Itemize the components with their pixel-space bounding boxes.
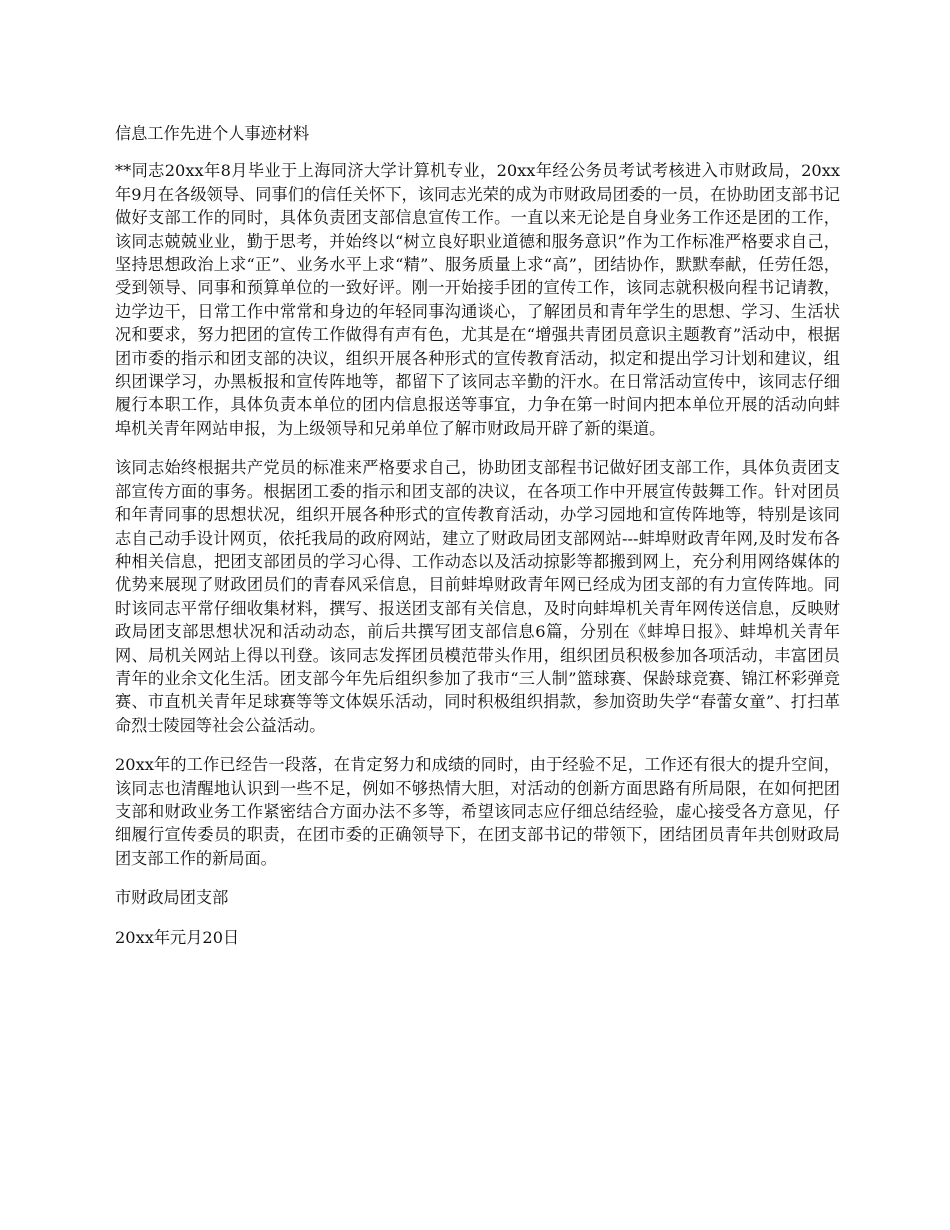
body-paragraph-3: 20xx年的工作已经告一段落，在肯定努力和成绩的同时，由于经验不足，工作还有很大的提升空间，该同志也清醒地认识到一些不足，例如不够热情大胆，对活动的创新方面思路有所局限，在如何把团支部和财政业务工作紧密结合方面办法不多等，希望该同志应仔细总结经验，虚心接受各方意见，仔细履行宣传委员的职责，在团市委的正确领导下，在团支部书记的带领下，团结团员青年共创财政局团支部工作的新局面。	[115, 755, 840, 868]
document-page	[115, 122, 840, 965]
body-paragraph-1: **同志20xx年8月毕业于上海同济大学计算机专业，20xx年经公务员考试考核进入市财政局，20xx年9月在各级领导、同事们的信任关怀下，该同志光荣的成为市财政局团委的一员，在协助团支部书记做好支部工作的同时，具体负责团支部信息宣传工作。一直以来无论是自身业务工作还是团的工作，该同志兢兢业业，勤于思考，并始终以“树立良好职业道德和服务意识”作为工作标准严格要求自己，坚持思想政治上求“正”、业务水平上求“精”、服务质量上求“高”，团结协作，默默奉献，任劳任怨，受到领导、同事和预算单位的一致好评。刚一开始接手团的宣传工作，该同志就积极向程书记请教，边学边干，日常工作中常常和身边的年轻同事沟通谈心，了解团员和青年学生的思想、学习、生活状况和要求，努力把团的宣传工作做得有声有色，尤其是在“增强共青团员意识主题教育”活动中，根据团市委的指示和团支部的决议，组织开展各种形式的宣传教育活动，拟定和提出学习计划和建议，组织团课学习，办黑板报和宣传阵地等，都留下了该同志辛勤的汗水。在日常活动宣传中，该同志仔细履行本职工作，具体负责本单位的团内信息报送等事宜，力争在第一时间内把本单位开展的活动向蚌埠机关青年网站申报，为上级领导和兄弟单位了解市财政局开辟了新的渠道。	[115, 161, 840, 438]
signature-date: 20xx年元月20日	[115, 927, 240, 947]
body-paragraph-2: 该同志始终根据共产党员的标准来严格要求自己，协助团支部程书记做好团支部工作，具体负责团支部宣传方面的事务。根据团工委的指示和团支部的决议，在各项工作中开展宣传鼓舞工作。针对团员和年青同事的思想状况，组织开展各种形式的宣传教育活动，办学习园地和宣传阵地等，特别是该同志自己动手设计网页，依托我局的政府网站，建立了财政局团支部网站---蚌埠财政青年网,及时发布各种相关信息，把团支部团员的学习心得、工作动态以及活动掠影等都搬到网上，充分利用网络媒体的优势来展现了财政团员们的青春风采信息，目前蚌埠财政青年网已经成为团支部的有力宣传阵地。同时该同志平常仔细收集材料，撰写、报送团支部有关信息，及时向蚌埠机关青年网传送信息，反映财政局团支部思想状况和活动动态，前后共撰写团支部信息6篇，分别在《蚌埠日报》、蚌埠机关青年网、局机关网站上得以刊登。该同志发挥团员模范带头作用，组织团员积极参加各项活动，丰富团员青年的业余文化生活。团支部今年先后组织参加了我市“三人制”篮球赛、保龄球竞赛、锦江杯彩弹竞赛、市直机关青年足球赛等等文体娱乐活动，同时积极组织捐款，参加资助失学“春蕾女童”、打扫革命烈士陵园等社会公益活动。	[115, 458, 840, 735]
signature-organization: 市财政局团支部	[115, 888, 229, 908]
document-title: 信息工作先进个人事迹材料	[115, 124, 310, 143]
